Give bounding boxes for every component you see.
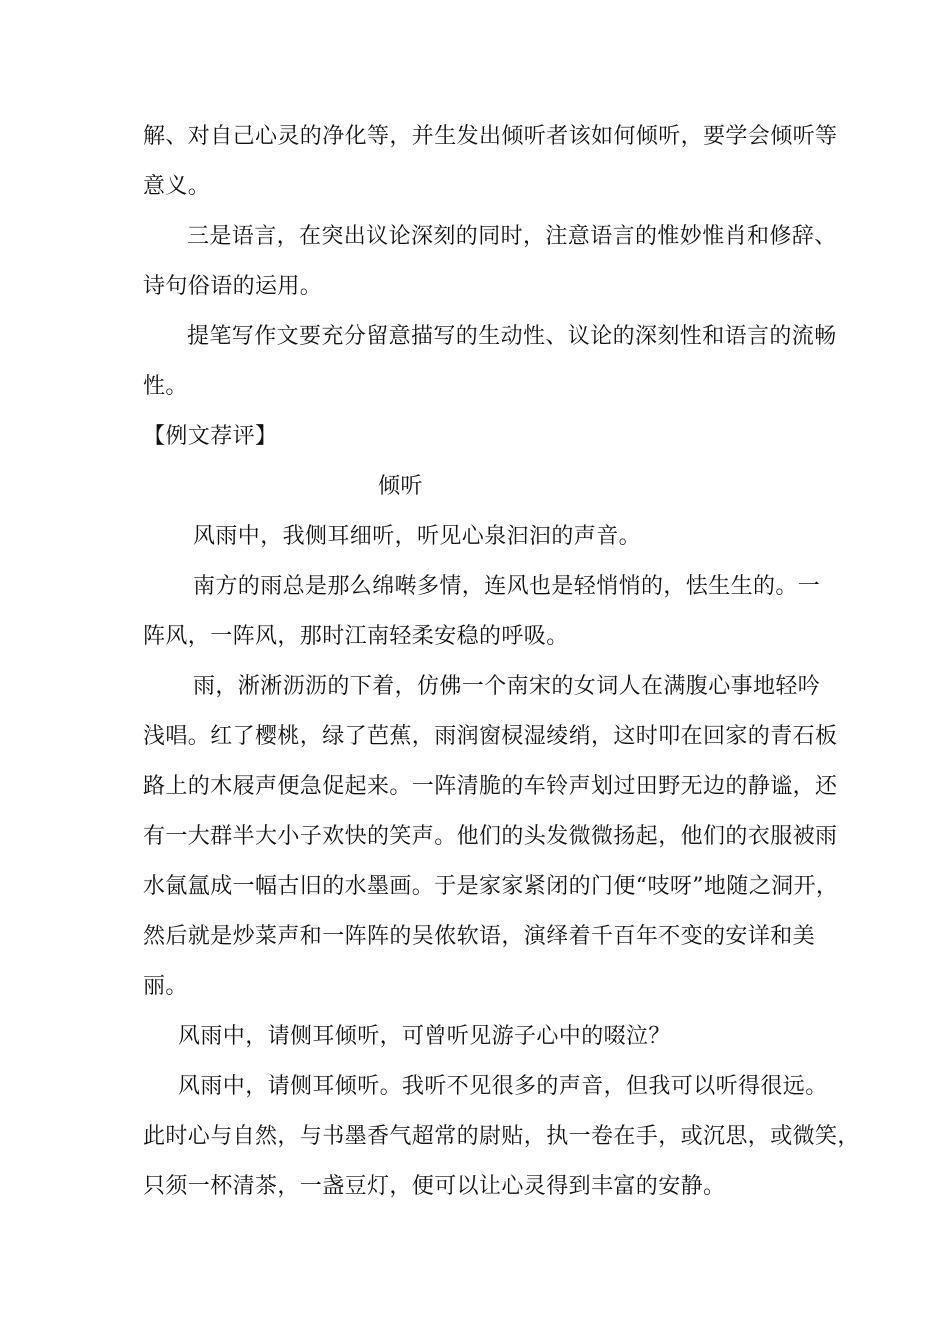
point-three-line-2: 诗句俗语的运用。	[143, 274, 323, 299]
essay-title: 倾听	[378, 474, 423, 499]
writing-tip-line-1: 提笔写作文要充分留意描写的生动性、议论的深刻性和语言的流畅	[187, 324, 837, 349]
essay-paragraph-3-line-3: 路上的木屐声便急促起来。一阵清脆的车铃声划过田野无边的静谧，还	[143, 774, 838, 799]
essay-paragraph-5-line-3: 只须一杯清茶，一盏豆灯，便可以让心灵得到丰富的安静。	[143, 1174, 726, 1199]
essay-paragraph-4: 风雨中，请侧耳倾听，可曾听见游子心中的啜泣？	[178, 1024, 671, 1049]
essay-paragraph-3-line-4: 有一大群半大小子欢快的笑声。他们的头发微微扬起，他们的衣服被雨	[143, 824, 838, 849]
paragraph-continuation-line-2: 意义。	[143, 174, 211, 199]
essay-paragraph-3-line-5: 水氤氲成一幅古旧的水墨画。于是家家紧闭的门便“吱呀”地随之洞开，	[143, 874, 839, 899]
point-three-line-1: 三是语言，在突出议论深刻的同时，注意语言的惟妙惟肖和修辞、	[187, 224, 837, 249]
essay-paragraph-3-line-2: 浅唱。红了樱桃，绿了芭蕉，雨润窗棂湿绫绡，这时叩在回家的青石板	[143, 724, 838, 749]
essay-paragraph-3-line-1: 雨，淅淅沥沥的下着，仿佛一个南宋的女词人在满腹心事地轻吟	[193, 674, 821, 699]
essay-paragraph-3-line-7: 丽。	[143, 974, 188, 999]
section-heading: 【例文荐评】	[143, 424, 278, 449]
essay-paragraph-5-line-2: 此时心与自然，与书墨香气超常的尉贴，执一卷在手，或沉思，或微笑，	[143, 1124, 860, 1149]
essay-paragraph-1: 风雨中，我侧耳细听，听见心泉汩汩的声音。	[193, 524, 642, 549]
essay-paragraph-3-line-6: 然后就是炒菜声和一阵阵的吴侬软语，演绎着千百年不变的安详和美	[143, 924, 816, 949]
essay-paragraph-2-line-1: 南方的雨总是那么绵啭多情，连风也是轻悄悄的，怯生生的。一	[193, 574, 821, 599]
essay-paragraph-2-line-2: 阵风，一阵风，那时江南轻柔安稳的呼吸。	[143, 624, 569, 649]
writing-tip-line-2: 性。	[143, 374, 188, 399]
essay-paragraph-5-line-1: 风雨中，请侧耳倾听。我听不见很多的声音，但我可以听得很远。	[178, 1074, 828, 1099]
paragraph-continuation-line-1: 解、对自己心灵的净化等，并生发出倾听者该如何倾听，要学会倾听等	[143, 124, 838, 149]
